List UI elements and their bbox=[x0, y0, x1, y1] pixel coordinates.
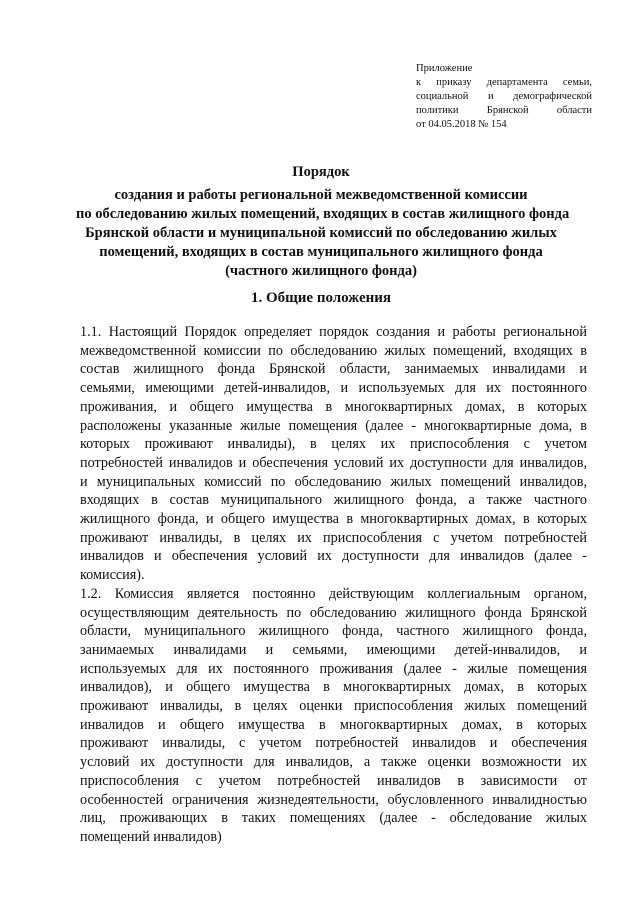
paragraph-line: которых проживают инвалиды), в целях их приспособления с учетом bbox=[80, 436, 587, 453]
paragraph-line: 1.2. Комиссия является постоянно действующим коллегиальным органом, bbox=[80, 585, 587, 602]
title-line: по обследованию жилых помещений, входящих в состав жилищного фонда bbox=[76, 206, 570, 222]
paragraph-line: проживания, и общего имущества в многоквартирных домах, в которых bbox=[80, 398, 587, 415]
title-line: создания и работы региональной межведомственной комиссии bbox=[114, 187, 528, 203]
document-body bbox=[80, 323, 587, 847]
appendix-line: политики Брянской области bbox=[416, 105, 592, 116]
appendix-line: от 04.05.2018 № 154 bbox=[416, 119, 507, 130]
appendix-line: социальной и демографической bbox=[416, 91, 592, 102]
paragraph-line: состав жилищного фонда Брянской области, занимаемых инвалидами и bbox=[80, 361, 587, 378]
document-title bbox=[76, 163, 570, 281]
title-line: (частного жилищного фонда) bbox=[225, 263, 417, 279]
paragraph-line: используемых для их постоянного проживания (далее - жилые помещения bbox=[80, 660, 587, 677]
paragraph-line: условий их доступности для инвалидов, а также оценки возможности их bbox=[80, 754, 587, 771]
paragraph-line: потребностей инвалидов и обеспечения условий их доступности для инвалидов, bbox=[80, 454, 587, 471]
paragraph-line: входящих в состав муниципального жилищного фонда, а также частного bbox=[80, 492, 587, 509]
paragraph-line: осуществляющим деятельность по обследованию жилищного фонда Брянской bbox=[80, 604, 587, 621]
paragraph-1-2 bbox=[80, 585, 587, 847]
paragraph-line: особенностей ограничения жизнедеятельности, обусловленного инвалидностью bbox=[80, 791, 587, 808]
paragraph-line: семьями, имеющими детей-инвалидов, и используемых для их постоянного bbox=[80, 380, 587, 397]
paragraph-line: области, муниципального жилищного фонда, частного жилищного фонда, bbox=[80, 623, 587, 640]
appendix-line: Приложение bbox=[416, 63, 473, 74]
title-heading: Порядок bbox=[292, 164, 350, 180]
appendix-note bbox=[416, 62, 592, 132]
title-line: Брянской области и муниципальной комиссий по обследованию жилых bbox=[85, 225, 557, 241]
paragraph-line: и муниципальных комиссий по обследованию жилых помещений инвалидов, bbox=[80, 473, 587, 490]
paragraph-line: межведомственной комиссии по обследованию жилых помещений, входящих в bbox=[80, 342, 587, 359]
paragraph-line: жилищного фонда, и общего имущества в многоквартирных домах, в которых bbox=[80, 511, 587, 528]
paragraph-line: приспособления с учетом потребностей инвалидов в зависимости от bbox=[80, 772, 587, 789]
paragraph-line: инвалидов и обеспечения условий их доступности для инвалидов (далее - bbox=[80, 548, 587, 565]
paragraph-line: проживают инвалиды, в целях их приспособления с учетом потребностей bbox=[80, 529, 587, 546]
paragraph-line: проживают инвалиды, в целях оценки приспособления жилых помещений bbox=[80, 698, 587, 715]
paragraph-line: лиц, проживающих в таких помещениях (далее - обследование жилых bbox=[80, 810, 587, 827]
paragraph-line: 1.1. Настоящий Порядок определяет порядок создания и работы региональной bbox=[80, 324, 587, 340]
paragraph-line: инвалидов и общего имущества в многоквартирных домах, в которых bbox=[80, 716, 587, 733]
section-heading: 1. Общие положения bbox=[250, 290, 392, 306]
paragraph-line: комиссия). bbox=[80, 567, 145, 584]
paragraph-line: инвалидов), и общего имущества в многоквартирных домах, в которых bbox=[80, 679, 587, 696]
appendix-line: к приказу департамента семьи, bbox=[416, 77, 592, 88]
paragraph-line: помещений инвалидов) bbox=[80, 828, 222, 845]
paragraph-line: расположены указанные жилые помещения (далее - многоквартирные дома, в bbox=[80, 417, 587, 434]
paragraph-1-1 bbox=[80, 323, 587, 585]
paragraph-line: занимаемых инвалидами и семьями, имеющими детей-инвалидов, и bbox=[80, 641, 587, 658]
title-line: помещений, входящих в состав муниципального жилищного фонда bbox=[99, 244, 543, 260]
paragraph-line: проживают инвалиды, с учетом потребностей инвалидов и обеспечения bbox=[80, 735, 587, 752]
